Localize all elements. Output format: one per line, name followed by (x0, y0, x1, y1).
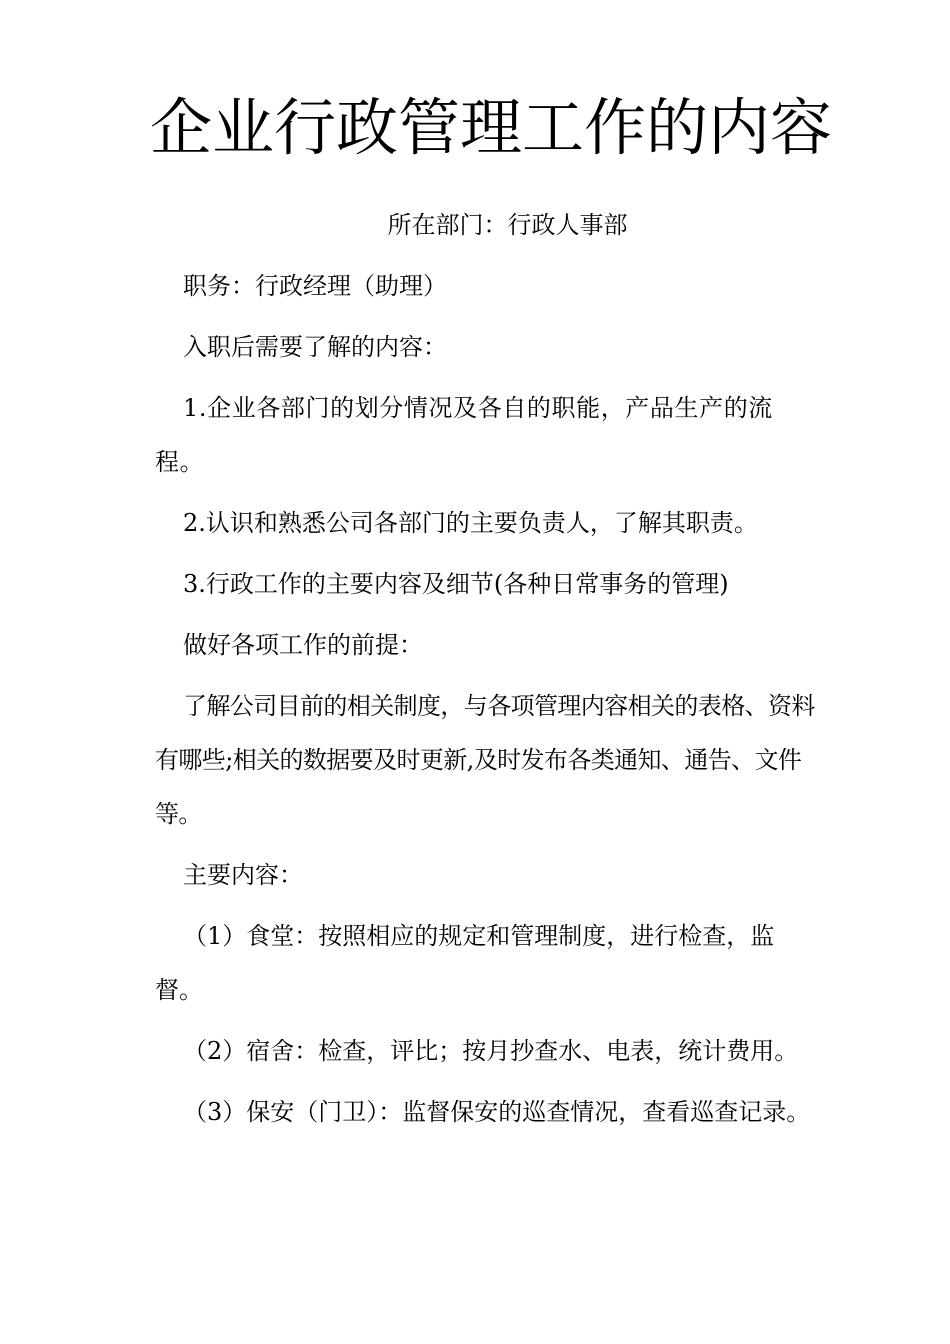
prerequisite-paragraph: 了解公司目前的相关制度，与各项管理内容相关的表格、资料有哪些;相关的数据要及时更新,及时发布各类通知、通告、文件等。 (155, 692, 815, 828)
position-line: 职务：行政经理（助理） (183, 272, 447, 300)
prerequisite-heading: 做好各项工作的前提： (183, 631, 423, 659)
department-line: 所在部门：行政人事部 (387, 211, 628, 239)
list-item-3: 3.行政工作的主要内容及细节(各种日常事务的管理) (183, 570, 729, 598)
dormitory-item: （2）宿舍：检查，评比；按月抄查水、电表，统计费用。 (183, 1037, 799, 1065)
list-item-1: 1.企业各部门的划分情况及各自的职能，产品生产的流程。 (155, 394, 773, 476)
document-body (155, 198, 815, 1146)
document-title: 企业行政管理工作的内容 (150, 91, 833, 164)
list-item-2: 2.认识和熟悉公司各部门的主要负责人，了解其职责。 (183, 509, 758, 537)
main-content-heading: 主要内容： (183, 861, 303, 889)
canteen-item: （1）食堂：按照相应的规定和管理制度，进行检查，监督。 (155, 922, 775, 1004)
onboarding-heading: 入职后需要了解的内容： (183, 333, 447, 361)
security-item: （3）保安（门卫）：监督保安的巡查情况，查看巡查记录。 (183, 1098, 811, 1126)
